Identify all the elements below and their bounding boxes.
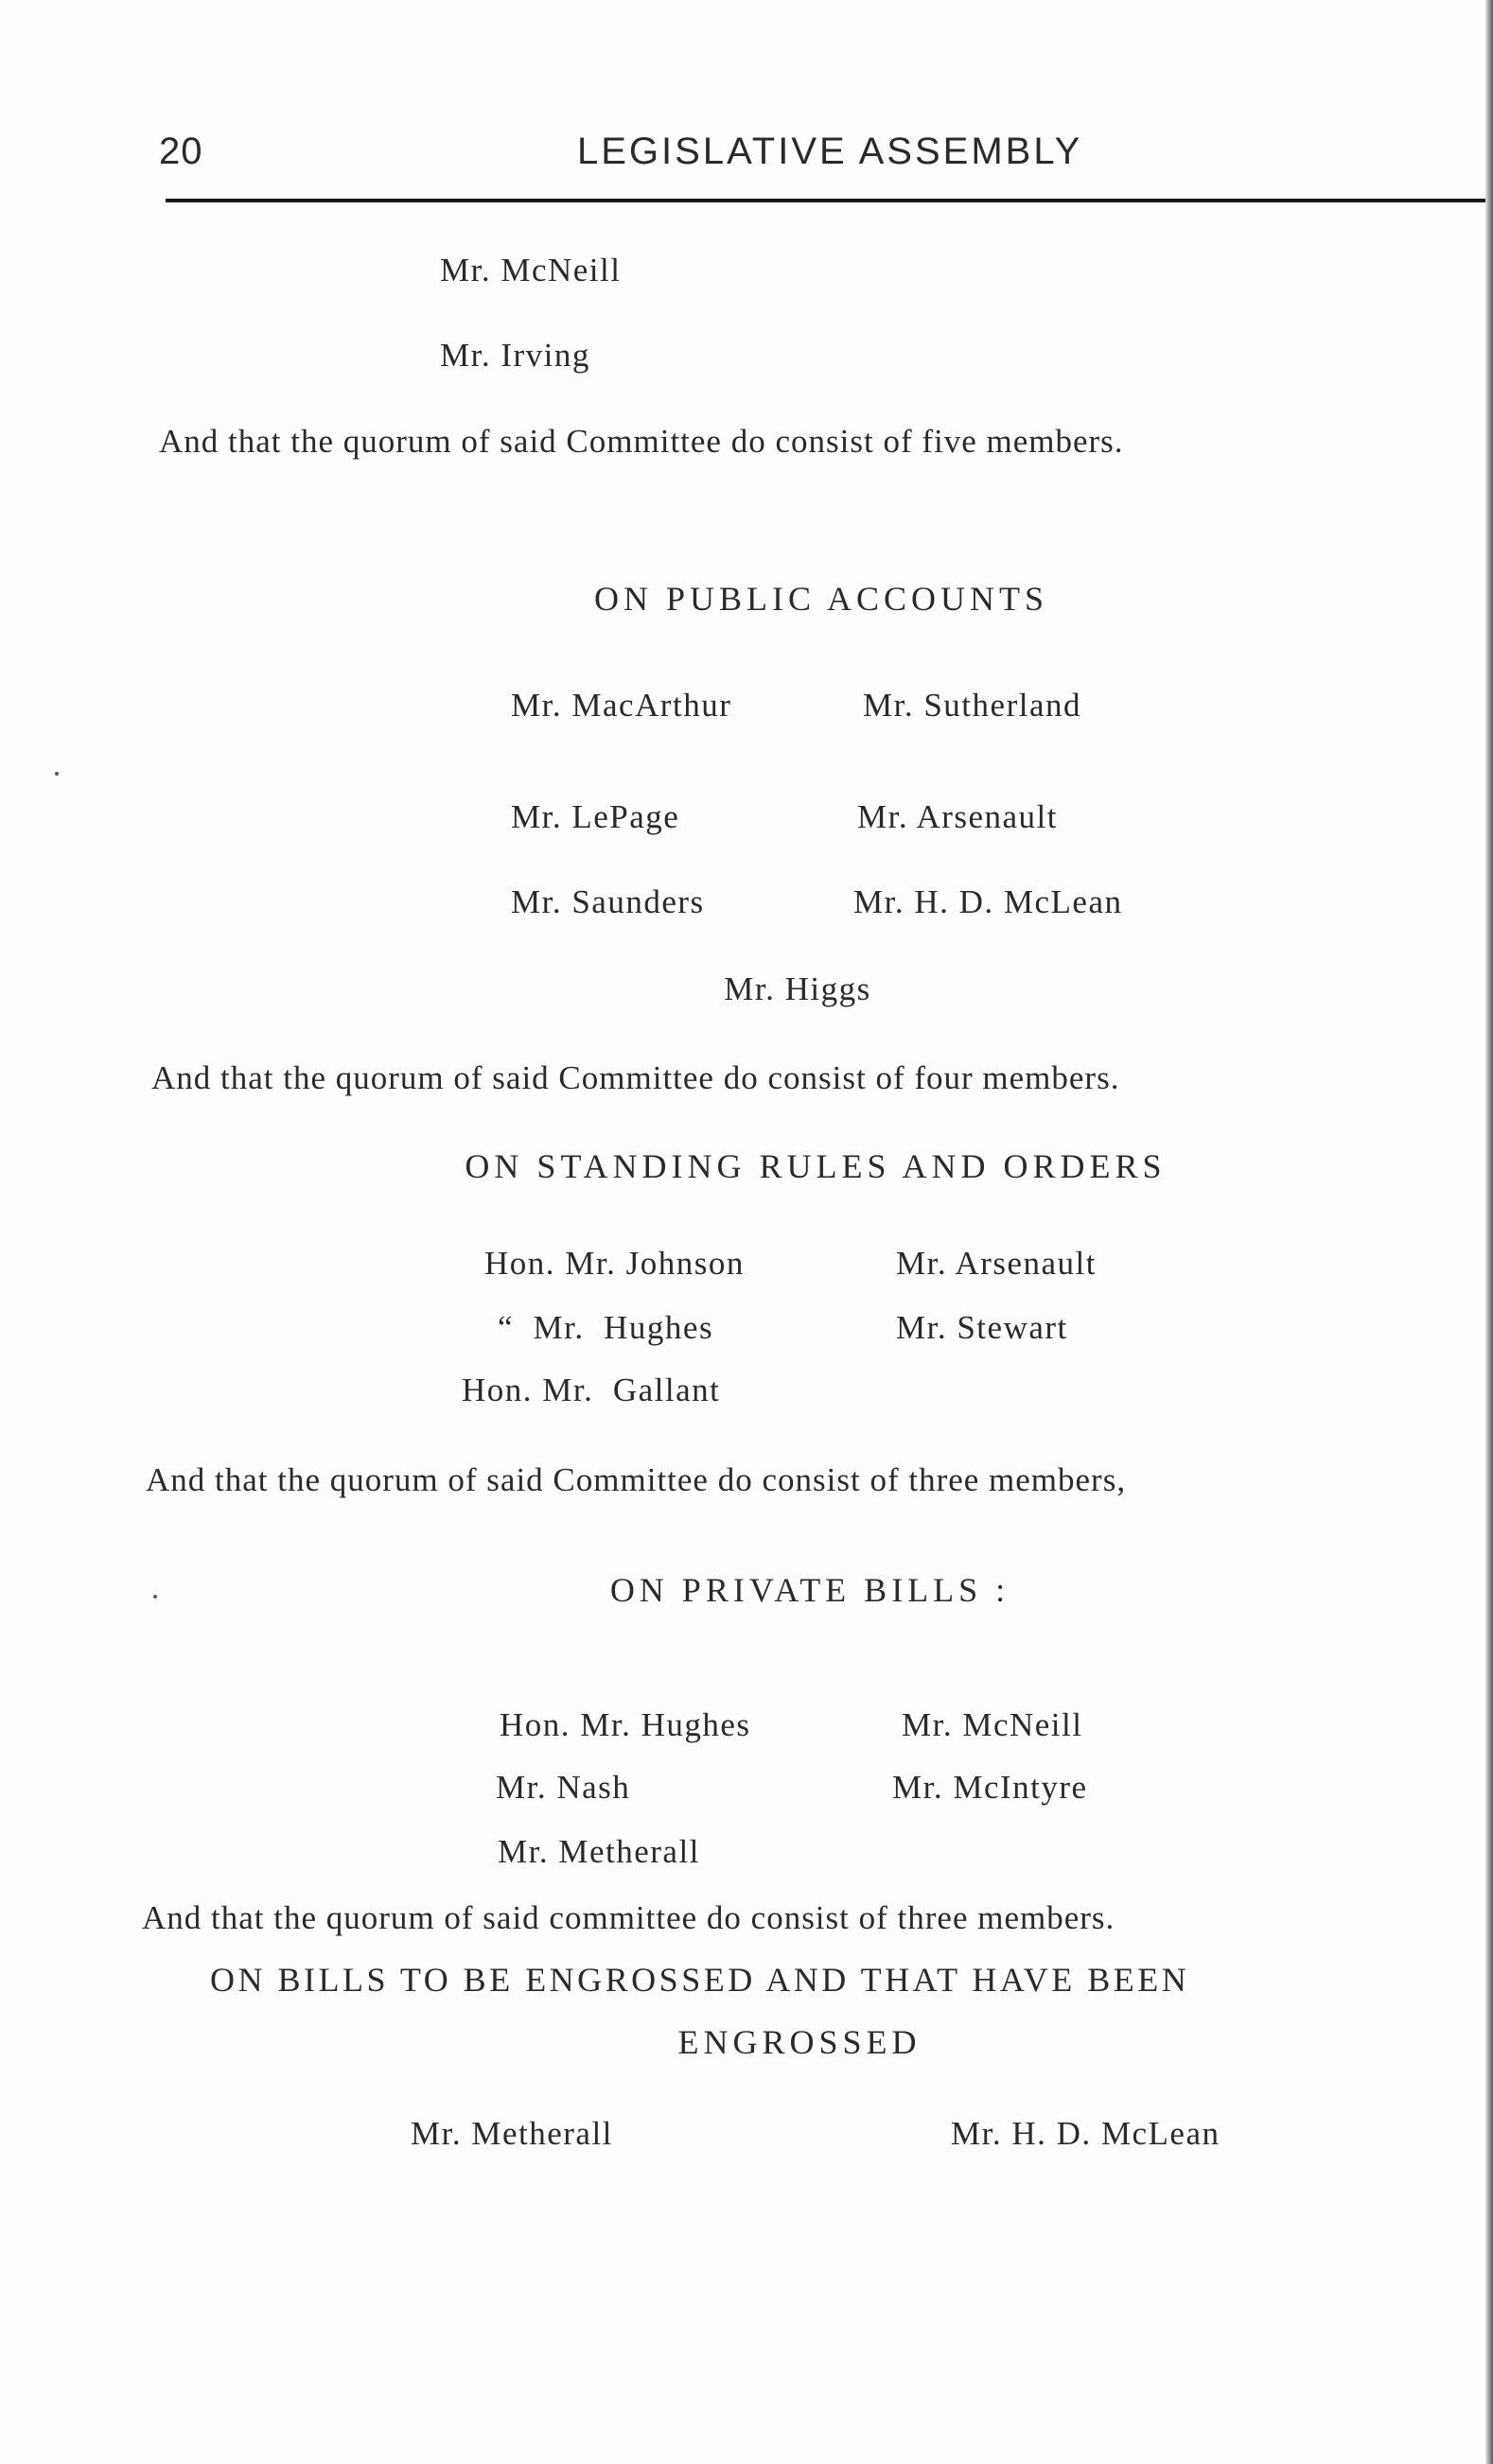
section-heading-public-accounts: ON PUBLIC ACCOUNTS bbox=[593, 580, 1049, 618]
member-name: Mr. McIntyre bbox=[892, 1769, 1088, 1806]
print-speck bbox=[55, 772, 59, 776]
header-rule bbox=[166, 199, 1485, 202]
member-name: Mr. Metherall bbox=[411, 2115, 613, 2152]
section-heading-engrossed: ON BILLS TO BE ENGROSSED AND THAT HAVE BEEN bbox=[210, 1961, 1190, 1999]
quorum-statement: And that the quorum of said Committee do consist of four members. bbox=[151, 1059, 1120, 1096]
member-name: Hon. Mr. Gallant bbox=[462, 1372, 721, 1408]
section-heading-private-bills: ON PRIVATE BILLS : bbox=[609, 1571, 1010, 1609]
running-title: LEGISLATIVE ASSEMBLY bbox=[577, 131, 1083, 172]
member-name: Mr. Higgs bbox=[724, 970, 871, 1007]
member-name: “ Mr. Hughes bbox=[498, 1309, 714, 1346]
member-name: Mr. McNeill bbox=[440, 252, 622, 288]
member-name: Mr. Saunders bbox=[511, 883, 705, 920]
member-name: Mr. H. D. McLean bbox=[853, 883, 1123, 920]
quorum-statement: And that the quorum of said Committee do consist of three members, bbox=[146, 1461, 1127, 1498]
member-name: Mr. LePage bbox=[511, 798, 680, 835]
member-name: Mr. MacArthur bbox=[511, 687, 732, 724]
member-name: Mr. McNeill bbox=[902, 1706, 1083, 1743]
page-number: 20 bbox=[159, 131, 203, 172]
member-name: Mr. Sutherland bbox=[863, 687, 1081, 724]
member-name: Mr. Nash bbox=[496, 1769, 631, 1806]
member-name: Hon. Mr. Johnson bbox=[484, 1245, 745, 1282]
print-speck bbox=[153, 1595, 157, 1599]
member-name: Mr. Stewart bbox=[896, 1309, 1068, 1346]
member-name: Mr. H. D. McLean bbox=[951, 2115, 1221, 2152]
member-name: Mr. Irving bbox=[440, 337, 590, 374]
page-edge-shadow bbox=[1485, 0, 1493, 2464]
quorum-statement: And that the quorum of said Committee do consist of five members. bbox=[159, 423, 1124, 460]
section-heading-standing-rules: ON STANDING RULES AND ORDERS bbox=[465, 1147, 1167, 1185]
section-heading-engrossed-cont: ENGROSSED bbox=[677, 2023, 922, 2061]
quorum-statement: And that the quorum of said committee do consist of three members. bbox=[142, 1899, 1115, 1936]
member-name: Mr. Arsenault bbox=[896, 1245, 1097, 1282]
member-name: Hon. Mr. Hughes bbox=[500, 1706, 751, 1743]
member-name: Mr. Metherall bbox=[498, 1833, 700, 1870]
member-name: Mr. Arsenault bbox=[857, 798, 1058, 835]
